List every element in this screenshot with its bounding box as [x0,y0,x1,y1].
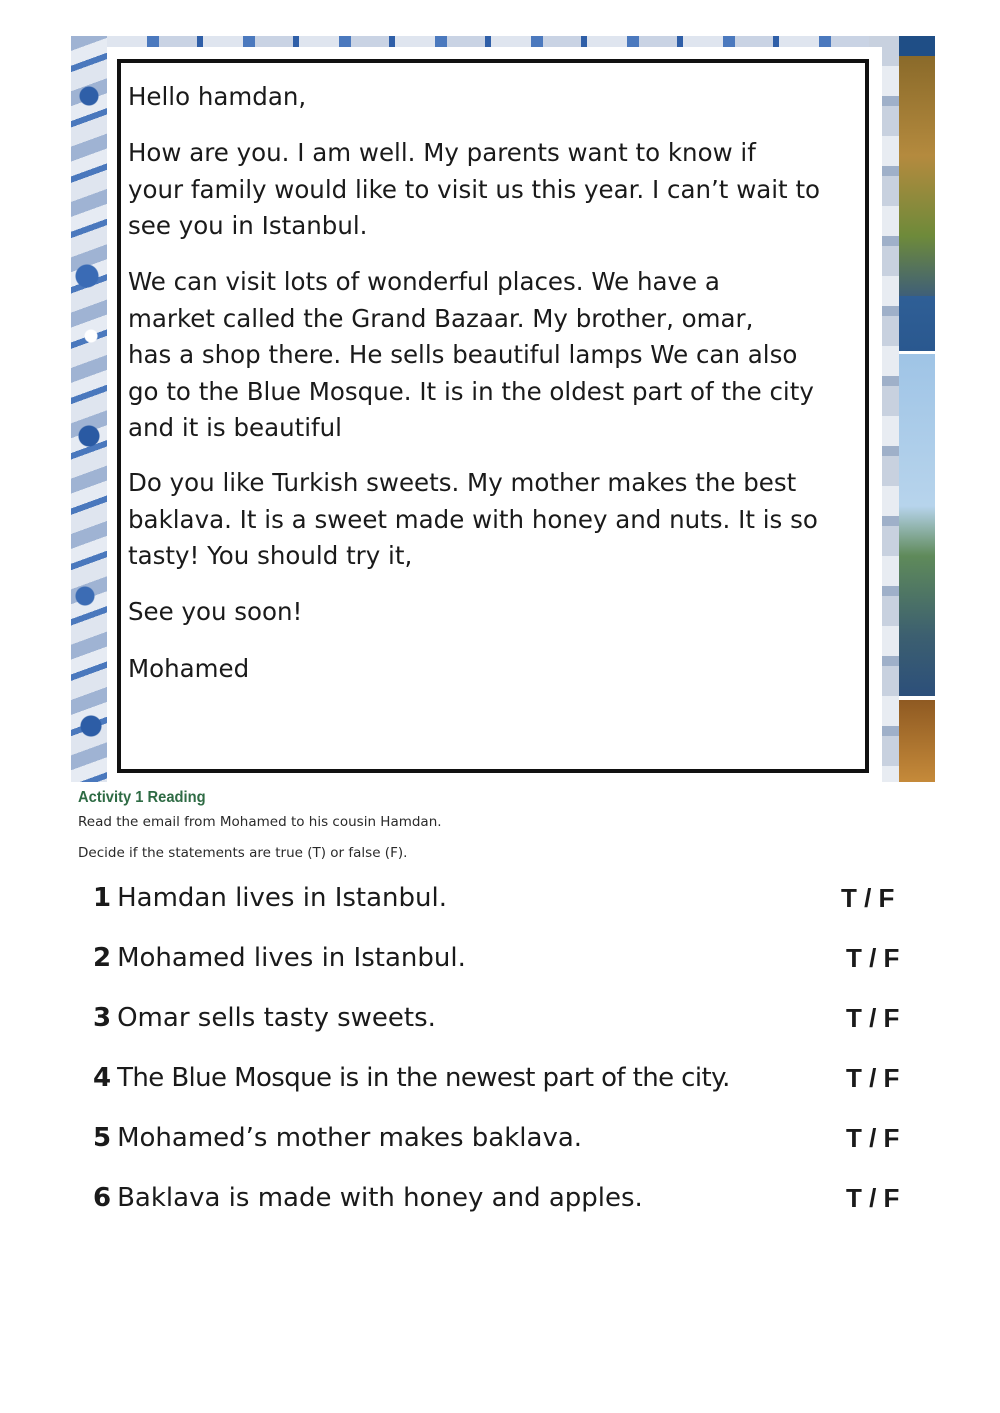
letter-line: see you in Istanbul. [128,211,368,241]
letter-line: has a shop there. He sells beautiful lamps We can also [128,340,798,370]
letter-closing: See you soon! [128,597,303,626]
statement-text: Hamdan lives in Istanbul. [117,883,447,913]
letter-greeting: Hello hamdan, [128,82,307,111]
statement-5 [93,1123,913,1159]
statement-text: Baklava is made with honey and apples. [117,1183,643,1213]
letter-line: Do you like Turkish sweets. My mother makes the best [128,468,797,497]
statement-number: 2 [93,943,112,973]
statement-3 [93,1003,913,1039]
statement-text: Mohamed’s mother makes baklava. [117,1123,583,1153]
statement-number: 3 [93,1003,112,1033]
true-false-choice[interactable]: T / F [846,1063,900,1093]
letter-paragraph-1 [128,135,868,245]
letter-line: baklava. It is a sweet made with honey and nuts. It is so [128,504,818,534]
letter-line: market called the Grand Bazaar. My brother, omar, [128,303,754,333]
true-false-choice[interactable]: T / F [846,1123,900,1153]
statement-2 [93,943,913,979]
letter-signature: Mohamed [128,654,250,683]
statement-number: 1 [93,883,112,913]
letter-line: go to the Blue Mosque. It is in the oldest part of the city [128,376,814,406]
true-false-choice[interactable]: T / F [846,1183,900,1213]
letter-line: We can visit lots of wonderful places. We have a [128,267,720,296]
letter-paragraph-2 [128,264,868,447]
true-false-choice[interactable]: T / F [841,883,895,913]
true-false-choice[interactable]: T / F [846,943,900,973]
letter-line: and it is beautiful [128,413,342,443]
letter-line: How are you. I am well. My parents want to know if [128,138,756,167]
true-false-choice[interactable]: T / F [846,1003,900,1033]
iznik-tile-pattern [71,36,107,782]
letter-line: your family would like to visit us this year. I can’t wait to [128,174,821,204]
statement-number: 6 [93,1183,112,1213]
statement-number: 4 [93,1063,112,1093]
email-letter [117,59,869,773]
istanbul-photo-strip [899,36,935,782]
statement-6 [93,1183,913,1219]
letter-line: tasty! You should try it, [128,541,413,571]
statement-text: Omar sells tasty sweets. [117,1003,436,1033]
activity-title: Activity 1 Reading [78,789,206,806]
statement-4 [93,1063,913,1099]
statement-1 [93,883,913,919]
instruction-read: Read the email from Mohamed to his cousin Hamdan. [78,814,442,830]
statement-number: 5 [93,1123,112,1153]
instruction-decide: Decide if the statements are true (T) or false (F). [78,845,408,861]
statement-text: The Blue Mosque is in the newest part of the city. [117,1063,730,1093]
statement-text: Mohamed lives in Istanbul. [117,943,466,973]
letter-paragraph-3 [128,465,868,575]
